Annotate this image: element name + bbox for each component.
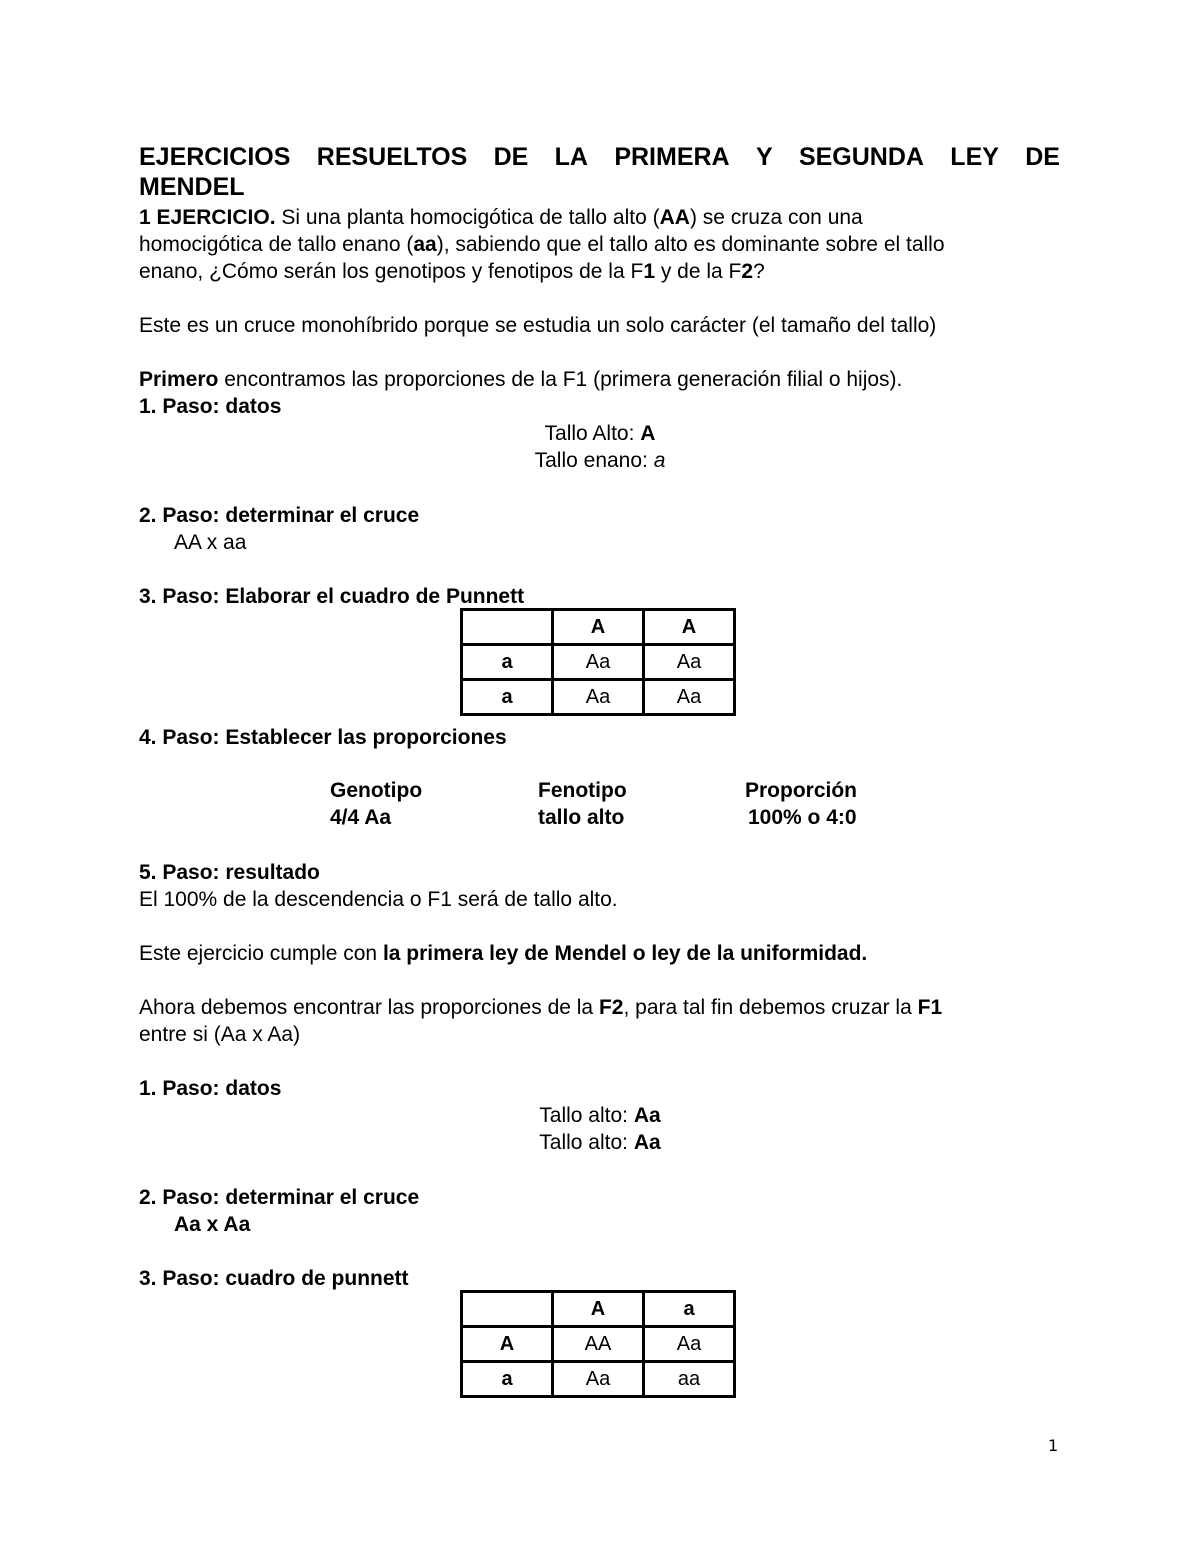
- law-statement: [139, 940, 867, 967]
- punnett-row: [462, 1327, 735, 1362]
- punnett-row: [462, 1362, 735, 1397]
- page-number: 1: [1048, 1436, 1059, 1455]
- punnett-header-cell: A: [644, 610, 735, 645]
- allele: Aa: [633, 1131, 661, 1154]
- text: Ahora debemos encontrar las proporciones de la: [139, 996, 599, 1019]
- text: homocigótica de tallo enano (: [139, 233, 414, 256]
- exercise-label: 1 EJERCICIO.: [139, 206, 276, 229]
- text: ?: [753, 260, 765, 283]
- punnett-header-row: [462, 1292, 735, 1327]
- cross-text: AA x aa: [174, 531, 247, 554]
- text-bold: F1: [917, 996, 943, 1019]
- punnett-cell: Aa: [553, 645, 644, 680]
- punnett-cell: Aa: [553, 680, 644, 715]
- proportion-value: 4/4 Aa: [330, 806, 392, 829]
- title-word: EJERCICIOS: [139, 143, 291, 171]
- text-bold: 1: [643, 260, 655, 283]
- law-name: la primera ley de Mendel o ley de la uniformidad.: [382, 942, 868, 965]
- text: enano, ¿Cómo serán los genotipos y fenotipos de la F: [139, 260, 644, 283]
- text: y de la F: [655, 260, 742, 283]
- title-word: SEGUNDA: [798, 143, 924, 171]
- intro-paragraph: Este es un cruce monohíbrido porque se estudia un solo carácter (el tamaño del tallo): [139, 314, 937, 337]
- f2-paragraph-line-1: [139, 994, 942, 1021]
- title-line-1: [139, 142, 1060, 172]
- punnett-square-f2: [460, 1290, 736, 1398]
- step-heading: 2. Paso: determinar el cruce: [139, 1186, 420, 1209]
- step-heading: 4. Paso: Establecer las proporciones: [139, 726, 507, 749]
- punnett-cell: Aa: [644, 680, 735, 715]
- punnett-header-row: [462, 610, 735, 645]
- step-heading: 5. Paso: resultado: [139, 861, 320, 884]
- genotype-bold: aa: [413, 233, 437, 256]
- title-word: DE: [493, 143, 529, 171]
- punnett-corner: [462, 610, 553, 645]
- punnett-cell: Aa: [644, 1327, 735, 1362]
- punnett-cell: Aa: [644, 645, 735, 680]
- exercise-line-3: [139, 258, 765, 285]
- punnett-cell: Aa: [553, 1362, 644, 1397]
- punnett-row-label: a: [462, 1362, 553, 1397]
- punnett-row-label: a: [462, 645, 553, 680]
- punnett-cell: AA: [553, 1327, 644, 1362]
- result-text: El 100% de la descendencia o F1 será de tallo alto.: [139, 888, 618, 911]
- text: Tallo alto:: [539, 1104, 634, 1127]
- f2-paragraph-line-2: entre si (Aa x Aa): [139, 1023, 301, 1046]
- punnett-header-cell: A: [553, 610, 644, 645]
- text: Tallo Alto:: [544, 422, 641, 445]
- data-line: [0, 447, 1200, 474]
- text: Si una planta homocigótica de tallo alto (: [275, 206, 660, 229]
- title-word: DE: [1025, 143, 1060, 171]
- text: ) se cruza con una: [689, 206, 863, 229]
- title-word: RESUELTOS: [316, 143, 468, 171]
- text: , para tal fin debemos cruzar la: [623, 996, 918, 1019]
- text: Tallo enano:: [534, 449, 654, 472]
- genotype-bold: AA: [659, 206, 690, 229]
- exercise-line-1: [139, 204, 863, 231]
- proportion-header: Fenotipo: [538, 779, 627, 802]
- text: ), sabiendo que el tallo alto es dominante sobre el tallo: [436, 233, 945, 256]
- punnett-row: [462, 645, 735, 680]
- punnett-row-label: A: [462, 1327, 553, 1362]
- punnett-row: [462, 680, 735, 715]
- punnett-header-cell: a: [644, 1292, 735, 1327]
- document-title: [139, 142, 1060, 202]
- punnett-corner: [462, 1292, 553, 1327]
- punnett-header-cell: A: [553, 1292, 644, 1327]
- allele: Aa: [633, 1104, 661, 1127]
- step-heading: 2. Paso: determinar el cruce: [139, 504, 420, 527]
- proportion-value: 100% o 4:0: [748, 806, 857, 829]
- allele: a: [653, 449, 666, 472]
- data-line: [0, 420, 1200, 447]
- punnett-row-label: a: [462, 680, 553, 715]
- title-word: LA: [554, 143, 588, 171]
- punnett-cell: aa: [644, 1362, 735, 1397]
- data-line: [0, 1129, 1200, 1156]
- first-paragraph: [139, 366, 902, 393]
- proportion-header: Genotipo: [330, 779, 423, 802]
- allele: A: [640, 422, 656, 445]
- text: encontramos las proporciones de la F1 (primera generación filial o hijos).: [218, 368, 903, 391]
- cross-text: Aa x Aa: [174, 1213, 251, 1236]
- step-heading: 3. Paso: cuadro de punnett: [139, 1267, 409, 1290]
- title-word: LEY: [950, 143, 999, 171]
- punnett-square-f1: [460, 608, 736, 716]
- proportion-header: Proporción: [745, 779, 858, 802]
- text-bold: F2: [598, 996, 624, 1019]
- title-line-2: MENDEL: [139, 173, 245, 201]
- text: Tallo alto:: [539, 1131, 634, 1154]
- title-word: PRIMERA: [614, 143, 730, 171]
- step-heading: 3. Paso: Elaborar el cuadro de Punnett: [139, 585, 525, 608]
- text-bold: 2: [741, 260, 754, 283]
- step-heading: 1. Paso: datos: [139, 1077, 282, 1100]
- text-bold: Primero: [139, 368, 219, 391]
- proportion-value: tallo alto: [538, 806, 625, 829]
- data-line: [0, 1102, 1200, 1129]
- text: Este ejercicio cumple con: [139, 942, 383, 965]
- step-heading: 1. Paso: datos: [139, 395, 282, 418]
- exercise-line-2: [139, 231, 945, 258]
- title-word: Y: [755, 143, 773, 171]
